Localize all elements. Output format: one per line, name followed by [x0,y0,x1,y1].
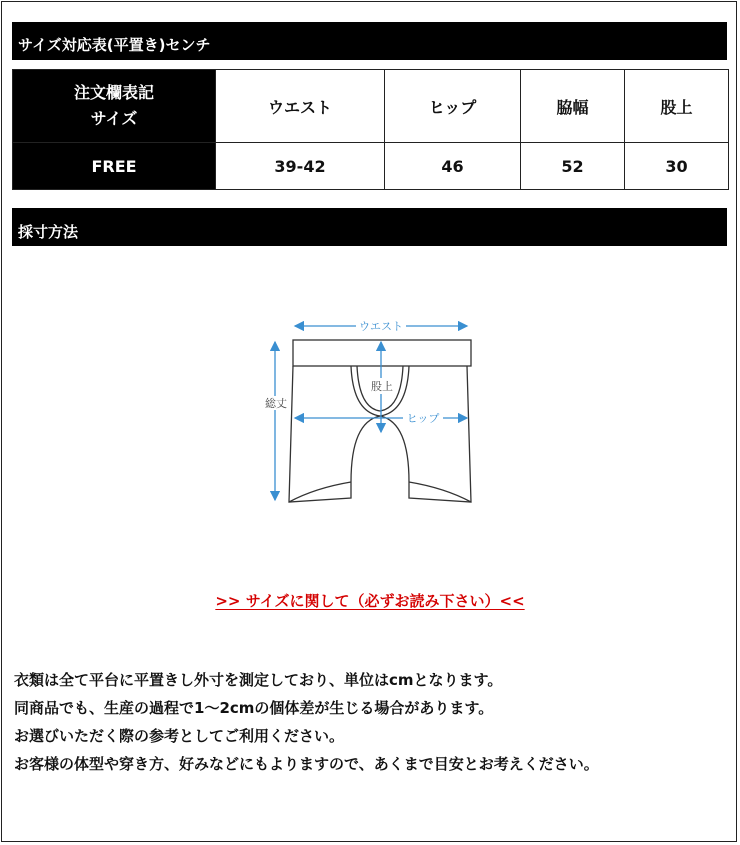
cell-waist: 39-42 [216,143,385,190]
header-side-width: 脇幅 [521,70,625,143]
size-notes [14,666,734,778]
size-table-heading: サイズ対応表(平置き)センチ [12,22,727,60]
size-table [12,69,729,190]
note-line: 同商品でも、生産の過程で1～2cmの個体差が生じる場合があります。 [14,699,494,717]
hip-label: ヒップ [406,412,440,425]
header-size-notation [13,70,216,143]
cell-side-width: 52 [521,143,625,190]
waist-label: ウエスト [359,320,403,333]
header-waist: ウエスト [216,70,385,143]
length-label: 総丈 [265,397,287,410]
boxer-outline [289,340,471,502]
note-line: お選びいただく際の参考としてご利用ください。 [14,727,345,745]
cell-rise: 30 [625,143,729,190]
size-notice-link[interactable]: >> サイズに関して（必ずお読み下さい）<< [215,592,525,610]
header-hip: ヒップ [385,70,521,143]
table-row [13,143,729,190]
cell-size: FREE [13,143,216,190]
note-line: 衣類は全て平台に平置きし外寸を測定しており、単位はcmとなります。 [14,671,503,689]
header-size-line2: サイズ [90,109,138,128]
rise-label: 股上 [371,380,393,393]
measure-method-heading: 採寸方法 [12,208,727,246]
header-rise: 股上 [625,70,729,143]
note-line: お客様の体型や穿き方、好みなどにもよりますので、あくまで目安とお考えください。 [14,755,599,773]
header-size-line1: 注文欄表記 [73,83,154,102]
boxer-measurement-diagram [255,312,485,512]
size-table-header-row [13,70,729,143]
cell-hip: 46 [385,143,521,190]
waistband [293,340,471,366]
